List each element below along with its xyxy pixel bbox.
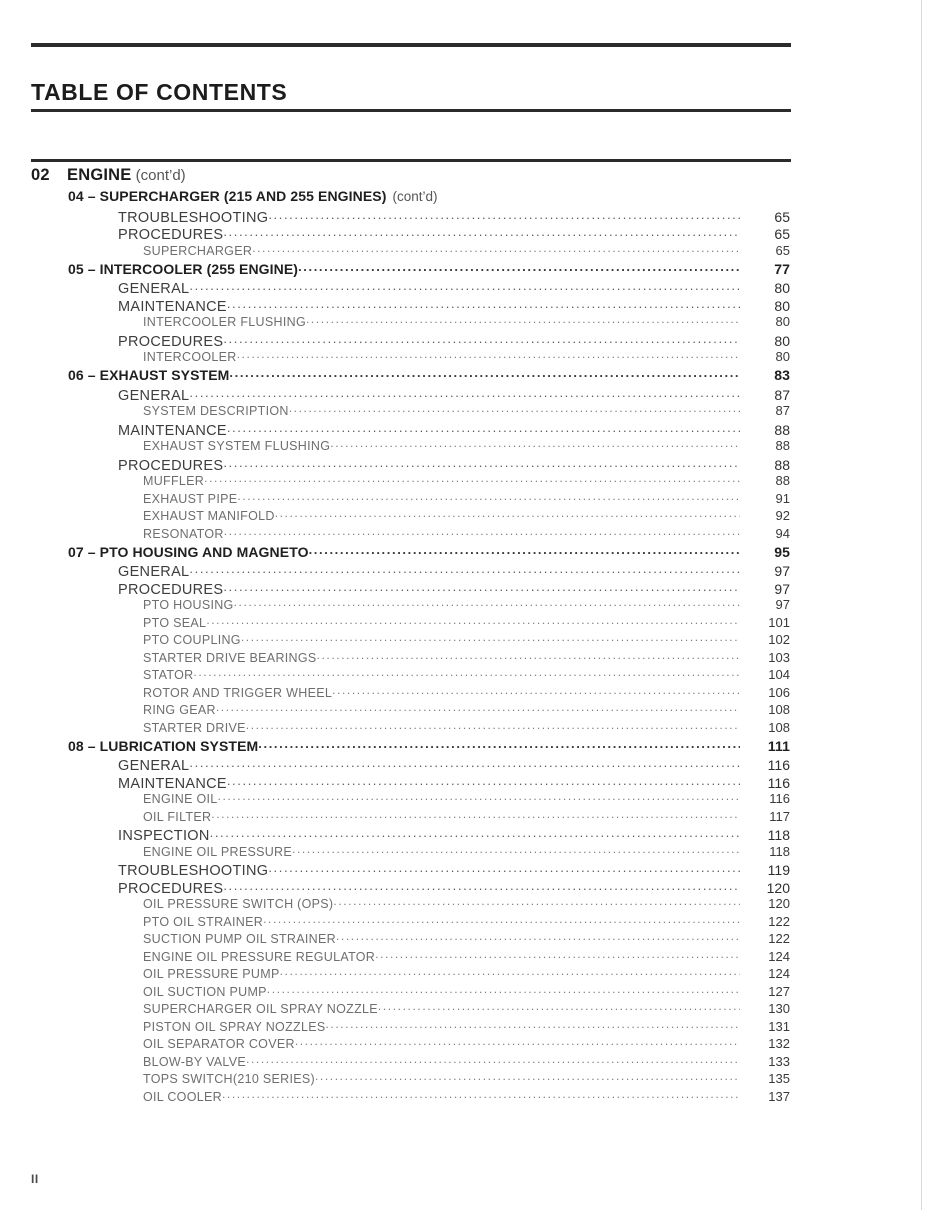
toc-entry-label: GENERAL: [118, 564, 190, 580]
toc-leader-dots: [375, 948, 740, 961]
toc-entry-row[interactable]: [0, 420, 935, 438]
toc-entry-row[interactable]: [0, 861, 935, 879]
toc-page-number: 106: [768, 684, 790, 700]
table-of-contents-list: [0, 166, 935, 1106]
toc-page-number: 80: [775, 314, 790, 329]
toc-entry-label: 08 – LUBRICATION SYSTEM: [68, 737, 259, 754]
toc-entry-row[interactable]: [0, 455, 935, 473]
toc-entry-label: PROCEDURES: [118, 581, 224, 598]
toc-leader-dots: [216, 702, 740, 715]
toc-leader-dots: [309, 543, 740, 557]
toc-entry-row[interactable]: [0, 896, 935, 914]
toc-page-number: 97: [774, 563, 790, 579]
toc-leader-dots: [378, 1001, 740, 1014]
toc-leader-dots: [246, 719, 740, 732]
toc-entry-row[interactable]: [0, 614, 935, 632]
toc-entry-row[interactable]: [0, 913, 935, 931]
toc-leader-dots: [317, 649, 740, 662]
toc-page-number: 117: [769, 808, 790, 824]
toc-leader-dots: [237, 490, 740, 503]
toc-page-number: 95: [774, 543, 790, 560]
toc-entry-row[interactable]: [0, 207, 935, 225]
toc-page-number: 97: [775, 597, 790, 612]
toc-leader-dots: [258, 737, 740, 751]
toc-page-number: 108: [768, 702, 790, 717]
toc-leader-dots: [280, 966, 740, 979]
toc-entry-label: GENERAL: [118, 281, 190, 297]
toc-entry-label: 05 – INTERCOOLER (255 ENGINE): [68, 260, 299, 277]
toc-leader-dots: [223, 331, 740, 346]
toc-entry-label: EXHAUST SYSTEM FLUSHING: [143, 439, 331, 453]
toc-page-number: 88: [775, 438, 790, 453]
toc-page-number: 122: [768, 913, 790, 929]
toc-entry-row[interactable]: [0, 296, 935, 314]
toc-leader-dots: [336, 931, 740, 944]
toc-entry-label: SUPERCHARGER: [143, 243, 253, 258]
toc-leader-dots: [332, 684, 740, 697]
toc-entry-label: MUFFLER: [143, 474, 205, 488]
toc-entry-row[interactable]: [0, 983, 935, 1001]
toc-entry-row[interactable]: [0, 878, 935, 896]
toc-entry-row[interactable]: [0, 948, 935, 966]
chapter-continued-label: (cont’d): [135, 167, 186, 184]
toc-page-number: 83: [774, 367, 790, 383]
toc-page-number: 116: [767, 774, 790, 791]
toc-entry-row[interactable]: [0, 438, 935, 456]
toc-page-number: 122: [768, 931, 790, 946]
toc-entry-label: STATOR: [143, 668, 194, 682]
toc-page-number: 87: [775, 403, 790, 418]
toc-entry-label: MAINTENANCE: [118, 422, 227, 439]
toc-entry-label: PROCEDURES: [118, 333, 224, 350]
toc-leader-dots: [204, 473, 740, 486]
toc-entry-label: STARTER DRIVE: [143, 720, 246, 735]
toc-leader-dots: [206, 614, 740, 627]
toc-entry-row[interactable]: [0, 756, 935, 774]
toc-leader-dots: [189, 562, 740, 577]
toc-entry-row[interactable]: [0, 525, 935, 543]
toc-leader-dots: [315, 1071, 740, 1084]
toc-entry-row[interactable]: [0, 562, 935, 580]
toc-page-number: 80: [775, 349, 790, 364]
toc-entry-label: EXHAUST PIPE: [143, 491, 238, 506]
toc-leader-dots: [193, 667, 740, 680]
toc-page-number: 120: [768, 896, 790, 911]
toc-entry-label: PTO HOUSING: [143, 598, 234, 612]
toc-leader-dots: [298, 260, 740, 274]
toc-page-number: 133: [768, 1053, 790, 1069]
toc-page-number: 116: [767, 757, 790, 773]
toc-entry-label: 04 – SUPERCHARGER (215 AND 255 ENGINES): [68, 188, 387, 204]
toc-entry-label: OIL PRESSURE PUMP: [143, 967, 280, 981]
toc-page-number: 111: [767, 737, 790, 754]
toc-leader-dots: [241, 632, 740, 645]
toc-entry-label: ENGINE OIL: [143, 792, 218, 806]
toc-leader-dots: [218, 791, 740, 804]
toc-page-number: 80: [774, 280, 790, 296]
toc-entry-label: SUCTION PUMP OIL STRAINER: [143, 932, 336, 946]
toc-entry-row[interactable]: [0, 314, 935, 332]
toc-entry-row[interactable]: [0, 843, 935, 861]
toc-entry-label: ENGINE OIL PRESSURE: [143, 844, 293, 859]
toc-leader-dots: [223, 225, 740, 240]
toc-leader-dots: [295, 1036, 740, 1049]
toc-entry-row[interactable]: [0, 403, 935, 421]
toc-leader-dots: [223, 455, 740, 470]
chapter-name: ENGINE: [67, 166, 132, 184]
toc-entry-label: BLOW-BY VALVE: [143, 1054, 247, 1069]
toc-page-number: 102: [768, 632, 790, 647]
toc-page-number: 103: [768, 649, 790, 665]
toc-entry-label: 06 – EXHAUST SYSTEM: [68, 367, 230, 383]
toc-page-number: 88: [774, 421, 790, 438]
toc-leader-dots: [234, 597, 740, 610]
toc-leader-dots: [227, 420, 740, 435]
toc-page-number: 101: [768, 614, 790, 630]
toc-entry-row[interactable]: [0, 242, 935, 260]
toc-section-row[interactable]: [0, 366, 935, 385]
toc-entry-label: SYSTEM DESCRIPTION: [143, 404, 289, 418]
toc-leader-dots: [275, 508, 740, 521]
toc-entry-label: RESONATOR: [143, 526, 224, 541]
toc-entry-row[interactable]: [0, 597, 935, 615]
toc-entry-label: PROCEDURES: [118, 227, 224, 243]
toc-leader-dots: [227, 296, 740, 311]
toc-entry-label: RING GEAR: [143, 703, 216, 717]
toc-entry-label: MAINTENANCE: [118, 298, 227, 315]
toc-section-row[interactable]: [0, 260, 935, 279]
toc-entry-row[interactable]: [0, 331, 935, 349]
toc-entry-label: OIL COOLER: [143, 1089, 222, 1104]
toc-entry-row[interactable]: [0, 225, 935, 243]
toc-page-number: 65: [775, 242, 790, 258]
toc-entry-row[interactable]: [0, 508, 935, 526]
chapter-number: 02: [31, 166, 50, 184]
toc-page-number: 118: [769, 843, 790, 859]
toc-entry-row[interactable]: [0, 473, 935, 491]
toc-entry-label: INTERCOOLER: [143, 350, 237, 364]
toc-page-number: 97: [774, 580, 790, 597]
toc-entry-row[interactable]: [0, 1088, 935, 1106]
toc-entry-label: ENGINE OIL PRESSURE REGULATOR: [143, 949, 376, 964]
toc-entry-row[interactable]: [0, 966, 935, 984]
toc-entry-label: PTO COUPLING: [143, 633, 241, 647]
toc-entry-label: PROCEDURES: [118, 880, 224, 897]
toc-entry-label: INSPECTION: [118, 828, 210, 844]
toc-entry-row[interactable]: [0, 931, 935, 949]
toc-leader-dots: [333, 896, 740, 909]
toc-entry-label: PTO SEAL: [143, 615, 207, 630]
toc-entry-label: MAINTENANCE: [118, 775, 227, 792]
toc-entry-row[interactable]: [0, 632, 935, 650]
toc-entry-row[interactable]: [0, 385, 935, 403]
toc-leader-dots: [325, 1018, 740, 1031]
toc-entry-row[interactable]: [0, 1018, 935, 1036]
toc-page-number: 127: [768, 983, 790, 999]
toc-page-number: 124: [768, 966, 790, 981]
toc-entry-row[interactable]: [0, 1071, 935, 1089]
toc-entry-row[interactable]: [0, 1001, 935, 1019]
toc-entry-label: 07 – PTO HOUSING AND MAGNETO: [68, 543, 309, 560]
toc-page-number: 91: [775, 490, 790, 506]
toc-entry-label: PTO OIL STRAINER: [143, 914, 264, 929]
toc-page-number: 137: [768, 1088, 790, 1104]
toc-leader-dots: [267, 983, 740, 996]
toc-entry-row[interactable]: [0, 279, 935, 297]
toc-entry-label: TROUBLESHOOTING: [118, 209, 269, 226]
toc-page-number: 124: [768, 948, 790, 964]
toc-page-number: 104: [768, 667, 790, 682]
header-rule-top: [31, 43, 791, 47]
chapter-rule: [31, 159, 791, 162]
toc-entry-label: PISTON OIL SPRAY NOZZLES: [143, 1019, 326, 1034]
toc-entry-label: OIL SUCTION PUMP: [143, 984, 267, 999]
toc-page-number: 65: [774, 208, 790, 225]
toc-leader-dots: [292, 843, 740, 856]
toc-entry-label: GENERAL: [118, 758, 190, 774]
toc-section-row[interactable]: [0, 188, 935, 207]
toc-entry-row[interactable]: [0, 791, 935, 809]
toc-entry-label: OIL SEPARATOR COVER: [143, 1037, 295, 1051]
toc-entry-row[interactable]: [0, 649, 935, 667]
toc-page-number: 132: [768, 1036, 790, 1051]
toc-entry-row[interactable]: [0, 1036, 935, 1054]
toc-leader-dots: [211, 808, 740, 821]
toc-leader-dots: [227, 773, 740, 788]
toc-entry-row[interactable]: [0, 667, 935, 685]
toc-page-number: 131: [768, 1018, 790, 1034]
toc-leader-dots: [189, 756, 740, 771]
toc-section-row[interactable]: [0, 543, 935, 562]
toc-entry-label: OIL PRESSURE SWITCH (OPS): [143, 897, 334, 911]
toc-leader-dots: [263, 913, 740, 926]
toc-entry-label: GENERAL: [118, 387, 190, 404]
toc-entry-label: ROTOR AND TRIGGER WHEEL: [143, 685, 333, 700]
toc-entry-row[interactable]: [0, 684, 935, 702]
toc-page-number: 88: [774, 456, 790, 473]
toc-page-number: 80: [774, 332, 790, 349]
toc-entry-row[interactable]: [0, 808, 935, 826]
toc-leader-dots: [268, 207, 740, 222]
toc-leader-dots: [289, 403, 740, 416]
toc-page-number: 80: [774, 297, 790, 314]
toc-entry-label: EXHAUST MANIFOLD: [143, 509, 275, 523]
toc-page-number: 135: [768, 1071, 790, 1086]
toc-entry-label: TOPS SWITCH(210 SERIES): [143, 1072, 315, 1086]
toc-entry-label: INTERCOOLER FLUSHING: [143, 315, 306, 329]
toc-leader-dots: [223, 878, 740, 893]
toc-entry-row[interactable]: [0, 702, 935, 720]
toc-entry-row[interactable]: [0, 826, 935, 844]
toc-page-number: 65: [774, 226, 790, 242]
toc-leader-dots: [229, 366, 740, 380]
toc-entry-label: STARTER DRIVE BEARINGS: [143, 650, 317, 665]
toc-page-number: 120: [766, 879, 790, 896]
toc-leader-dots: [210, 826, 740, 841]
toc-entry-label: PROCEDURES: [118, 457, 224, 474]
toc-entry-continued: (cont’d): [392, 189, 438, 204]
toc-entry-row[interactable]: [0, 1053, 935, 1071]
toc-page-number: 77: [774, 260, 790, 277]
toc-page-number: 92: [775, 508, 790, 523]
toc-page-number: 88: [775, 473, 790, 488]
toc-page-number: 119: [767, 862, 790, 878]
toc-section-row[interactable]: [0, 737, 935, 756]
toc-entry-row[interactable]: [0, 773, 935, 791]
toc-entry-row[interactable]: [0, 579, 935, 597]
toc-entry-label: TROUBLESHOOTING: [118, 863, 269, 879]
toc-page-number: 108: [768, 719, 790, 735]
toc-page-number: 116: [769, 791, 790, 806]
toc-leader-dots: [330, 438, 740, 451]
chapter-heading: [0, 166, 935, 188]
toc-leader-dots: [189, 279, 740, 294]
toc-entry-row[interactable]: [0, 349, 935, 367]
toc-leader-dots: [306, 314, 740, 327]
toc-page-number: 94: [775, 525, 790, 541]
page-title: TABLE OF CONTENTS: [31, 79, 288, 106]
toc-leader-dots: [268, 861, 740, 876]
toc-entry-label: SUPERCHARGER OIL SPRAY NOZZLE: [143, 1002, 378, 1016]
toc-leader-dots: [223, 579, 740, 594]
toc-leader-dots: [189, 385, 740, 400]
toc-page-number: 130: [768, 1001, 790, 1016]
toc-leader-dots: [224, 525, 740, 538]
toc-entry-label: OIL FILTER: [143, 809, 212, 824]
header-rule-bottom: [31, 109, 791, 112]
toc-leader-dots: [237, 349, 740, 362]
toc-entry-row[interactable]: [0, 719, 935, 737]
toc-leader-dots: [222, 1088, 740, 1101]
toc-leader-dots: [252, 242, 740, 255]
toc-page-number: 87: [774, 386, 790, 403]
toc-leader-dots: [246, 1053, 740, 1066]
toc-entry-row[interactable]: [0, 490, 935, 508]
toc-page-number: 118: [767, 827, 790, 843]
footer-page-number: II: [31, 1172, 39, 1186]
